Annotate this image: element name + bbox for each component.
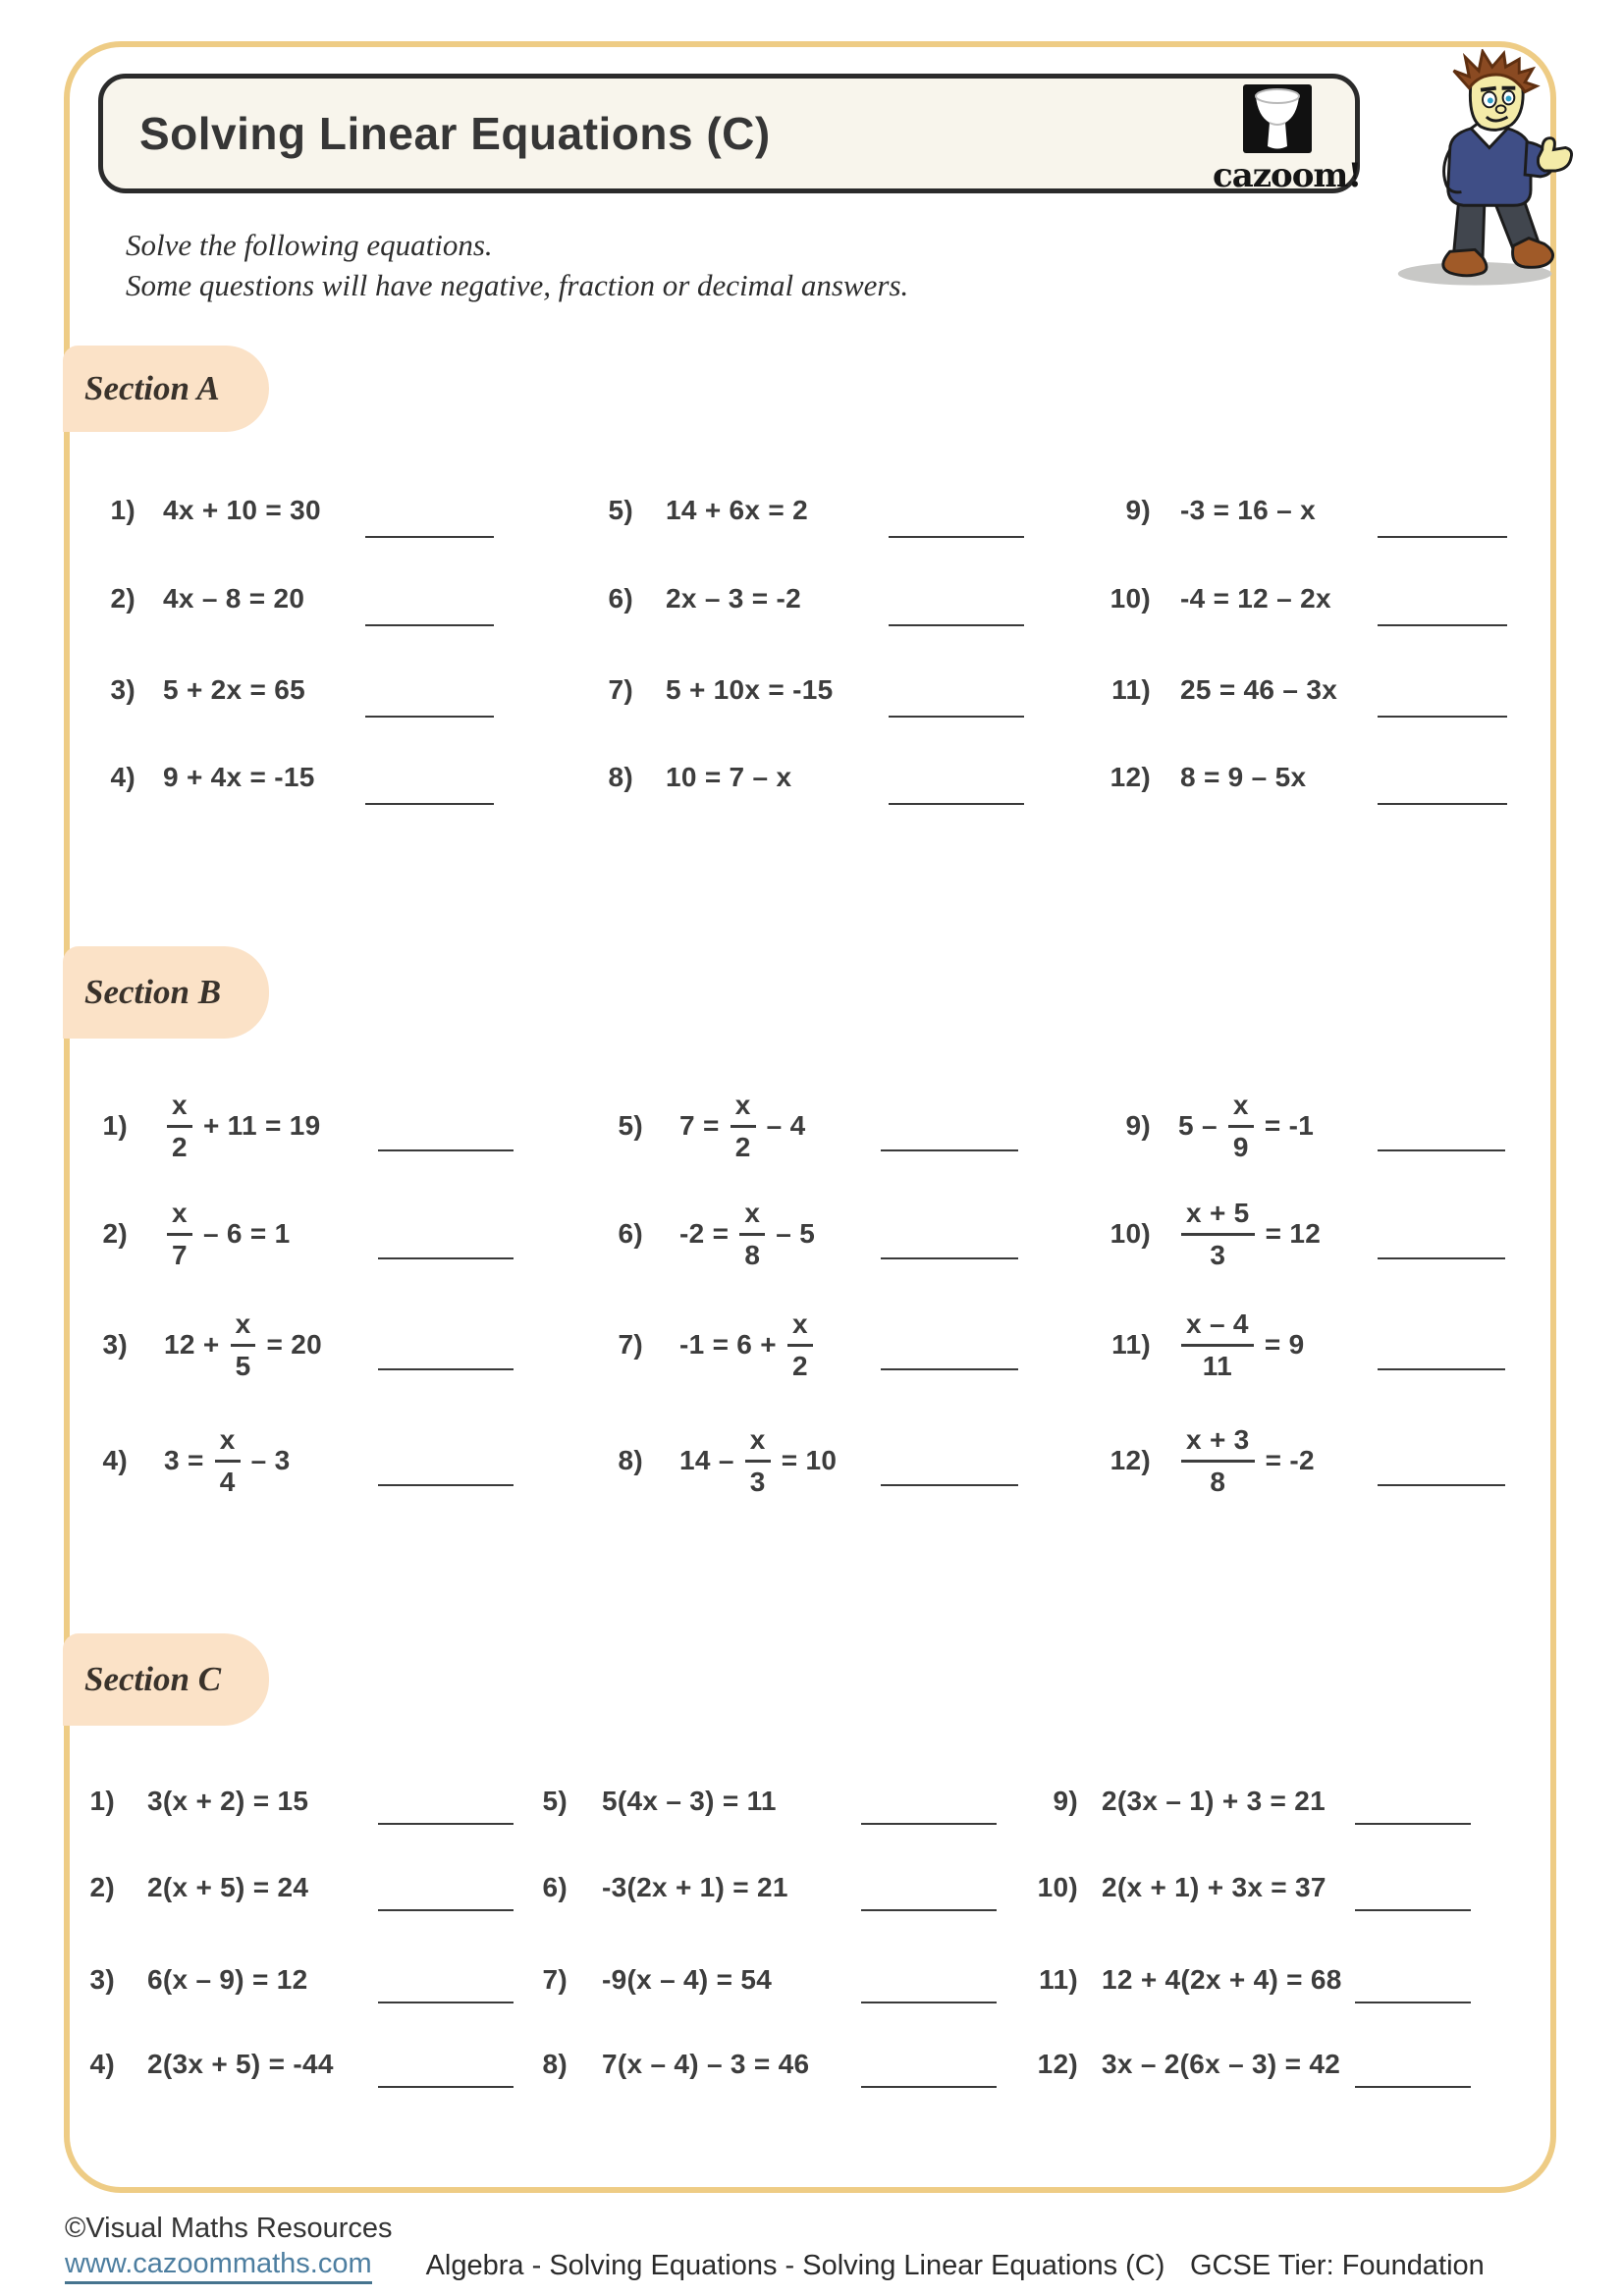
equation-text: 2x – 3 = -2 — [666, 583, 801, 614]
equation — [163, 674, 305, 706]
question-c-2 — [27, 1863, 308, 1912]
fraction-denominator: 4 — [219, 1466, 236, 1497]
answer-line — [378, 1484, 514, 1486]
question-c-10 — [990, 1863, 1326, 1912]
equation — [679, 1309, 816, 1380]
fraction-numerator: x — [1228, 1091, 1254, 1127]
answer-line — [881, 1368, 1018, 1370]
fraction-numerator: x + 3 — [1181, 1425, 1255, 1462]
answer-line — [889, 624, 1024, 626]
equation-text: 4x – 8 = 20 — [163, 583, 305, 614]
instructions — [126, 225, 908, 305]
question-number: 9) — [1125, 495, 1151, 525]
answer-line — [889, 536, 1024, 538]
equation — [147, 1786, 308, 1817]
question-number: 1) — [89, 1786, 115, 1816]
fraction-numerator: x — [745, 1425, 771, 1462]
footer-breadcrumb: Algebra - Solving Equations - Solving Linear Equations (C) — [425, 2250, 1165, 2281]
fraction-denominator: 7 — [172, 1239, 188, 1270]
footer-copyright: ©Visual Maths Resources — [65, 2213, 393, 2244]
equation-text: 14 + 6x = 2 — [666, 495, 808, 525]
question-c-12 — [990, 2040, 1340, 2089]
question-number: 4) — [110, 762, 135, 792]
question-a-1 — [47, 486, 321, 535]
question-b-2 — [39, 1188, 290, 1280]
fraction-numerator: x — [167, 1199, 192, 1235]
question-b-5 — [555, 1080, 805, 1172]
fraction — [1181, 1199, 1255, 1269]
answer-line — [365, 536, 494, 538]
question-number: 5) — [542, 1786, 568, 1816]
equation — [1102, 1786, 1326, 1817]
answer-line — [1378, 803, 1507, 805]
equation-text: + 11 = 19 — [194, 1110, 321, 1141]
question-number: 2) — [110, 583, 135, 614]
equation — [666, 674, 833, 706]
equation — [602, 1872, 788, 1903]
question-number: 7) — [542, 1964, 568, 1995]
answer-line — [378, 1368, 514, 1370]
equation — [1178, 1309, 1304, 1380]
equation — [602, 2049, 809, 2080]
question-number: 2) — [89, 1872, 115, 1902]
question-c-8 — [479, 2040, 809, 2089]
question-a-11 — [1062, 666, 1337, 715]
question-c-1 — [27, 1777, 308, 1826]
fraction-denominator: 11 — [1202, 1350, 1232, 1381]
answer-line — [881, 1257, 1018, 1259]
fraction-denominator: 8 — [1210, 1466, 1226, 1497]
fraction-denominator: 3 — [1210, 1239, 1226, 1270]
fraction-denominator: 8 — [744, 1239, 761, 1270]
equation — [164, 1425, 290, 1496]
question-number: 2) — [102, 1218, 128, 1249]
fraction-numerator: x + 5 — [1181, 1199, 1255, 1235]
question-number: 1) — [110, 495, 135, 525]
cazoom-logo — [1213, 84, 1362, 195]
equation-text: – 6 = 1 — [194, 1218, 291, 1249]
question-a-8 — [545, 753, 791, 802]
equation-text: 25 = 46 – 3x — [1180, 674, 1338, 705]
equation-text: 14 – — [679, 1445, 742, 1475]
equation-text: = 20 — [258, 1329, 322, 1360]
fraction — [739, 1199, 765, 1269]
question-number: 11) — [1111, 1329, 1151, 1360]
equation-text: 5(4x – 3) = 11 — [602, 1786, 777, 1816]
equation-text: 8 = 9 – 5x — [1180, 762, 1307, 792]
mascot-boy-illustration — [1386, 49, 1579, 291]
equation-text: – 3 — [243, 1445, 291, 1475]
answer-line — [378, 1257, 514, 1259]
fraction — [1181, 1309, 1254, 1380]
fraction-numerator: x — [167, 1091, 192, 1127]
equation-text: 2(x + 1) + 3x = 37 — [1102, 1872, 1326, 1902]
equation-text: 3 = — [164, 1445, 212, 1475]
answer-line — [861, 1909, 997, 1911]
question-number: 9) — [1053, 1786, 1078, 1816]
answer-line — [365, 624, 494, 626]
question-number: 8) — [608, 762, 633, 792]
equation — [666, 762, 791, 793]
section-c-label: Section C — [63, 1633, 269, 1726]
equation — [147, 1964, 307, 1996]
question-a-4 — [47, 753, 315, 802]
equation-text: -3(2x + 1) = 21 — [602, 1872, 788, 1902]
question-c-6 — [479, 1863, 788, 1912]
question-b-6 — [555, 1188, 815, 1280]
equation — [1178, 1425, 1315, 1496]
answer-line — [1355, 1909, 1471, 1911]
fraction-denominator: 2 — [734, 1131, 751, 1162]
equation-text: 10 = 7 – x — [666, 762, 792, 792]
equation — [163, 762, 315, 793]
page-title: Solving Linear Equations (C) — [139, 108, 771, 159]
equation-text: 5 + 2x = 65 — [163, 674, 305, 705]
answer-line — [861, 1823, 997, 1825]
equation-text: – 4 — [758, 1110, 806, 1141]
answer-line — [1355, 2086, 1471, 2088]
equation — [1178, 1091, 1314, 1161]
question-number: 12) — [1037, 2049, 1078, 2079]
answer-line — [1378, 1257, 1505, 1259]
question-number: 3) — [110, 674, 135, 705]
equation-text: 2(3x – 1) + 3 = 21 — [1102, 1786, 1326, 1816]
question-number: 11) — [1111, 674, 1151, 705]
question-number: 10) — [1110, 583, 1151, 614]
question-number: 10) — [1110, 1218, 1151, 1249]
equation-text: 2(x + 5) = 24 — [147, 1872, 309, 1902]
equation — [679, 1425, 837, 1496]
equation-text: 12 + — [164, 1329, 228, 1360]
answer-line — [1355, 2002, 1471, 2003]
fraction-denominator: 9 — [1232, 1131, 1249, 1162]
equation — [147, 1872, 308, 1903]
fraction — [167, 1091, 192, 1161]
answer-line — [1378, 716, 1507, 718]
equation-text: 9 + 4x = -15 — [163, 762, 315, 792]
logo-wordmark: cazoom! — [1213, 156, 1362, 195]
question-a-12 — [1062, 753, 1306, 802]
equation — [666, 583, 801, 614]
fraction-numerator: x — [787, 1309, 813, 1346]
equation — [1180, 495, 1316, 526]
answer-line — [1378, 624, 1507, 626]
question-number: 5) — [618, 1110, 643, 1141]
equation — [602, 1786, 777, 1817]
fraction-denominator: 2 — [172, 1131, 188, 1162]
equation — [163, 583, 304, 614]
equation — [1102, 1872, 1326, 1903]
equation-text: – 5 — [768, 1218, 816, 1249]
fraction — [731, 1091, 756, 1161]
equation — [163, 495, 321, 526]
equation — [1102, 1964, 1342, 1996]
equation — [679, 1091, 805, 1161]
fraction-denominator: 3 — [749, 1466, 766, 1497]
equation-text: -2 = — [679, 1218, 737, 1249]
question-b-8 — [555, 1415, 837, 1507]
equation — [602, 1964, 772, 1996]
fraction-numerator: x — [215, 1425, 241, 1462]
question-number: 4) — [89, 2049, 115, 2079]
question-number: 7) — [608, 674, 633, 705]
question-a-3 — [47, 666, 305, 715]
question-number: 4) — [102, 1445, 128, 1475]
fraction-denominator: 5 — [235, 1350, 251, 1381]
section-b-label: Section B — [63, 946, 269, 1039]
fraction — [1181, 1425, 1255, 1496]
djembe-drum-icon — [1243, 84, 1312, 155]
question-number: 8) — [618, 1445, 643, 1475]
equation — [164, 1091, 320, 1161]
equation — [666, 495, 808, 526]
question-number: 9) — [1125, 1110, 1151, 1141]
question-b-7 — [555, 1299, 816, 1391]
equation-text: 6(x – 9) = 12 — [147, 1964, 308, 1995]
title-box — [98, 74, 1360, 193]
equation — [164, 1199, 290, 1269]
fraction — [215, 1425, 241, 1496]
equation-text: -1 = 6 + — [679, 1329, 785, 1360]
question-a-5 — [545, 486, 808, 535]
answer-line — [881, 1149, 1018, 1151]
instructions-line-2: Some questions will have negative, fraction or decimal answers. — [126, 268, 909, 302]
equation — [1178, 1199, 1321, 1269]
equation-text: 7 = — [679, 1110, 728, 1141]
answer-line — [365, 716, 494, 718]
question-number: 3) — [102, 1329, 128, 1360]
question-b-1 — [39, 1080, 320, 1172]
answer-line — [881, 1484, 1018, 1486]
question-c-7 — [479, 1955, 772, 2004]
equation-text: 5 – — [1178, 1110, 1225, 1141]
equation-text: = -1 — [1256, 1110, 1315, 1141]
fraction — [167, 1199, 192, 1269]
fraction — [231, 1309, 256, 1380]
question-number: 10) — [1037, 1872, 1078, 1902]
answer-line — [1378, 1484, 1505, 1486]
fraction-denominator: 2 — [792, 1350, 808, 1381]
fraction — [745, 1425, 771, 1496]
question-number: 7) — [618, 1329, 643, 1360]
equation-text: 4x + 10 = 30 — [163, 495, 321, 525]
question-b-4 — [39, 1415, 290, 1507]
instructions-line-1: Solve the following equations. — [126, 228, 493, 262]
answer-line — [365, 803, 494, 805]
fraction — [1228, 1091, 1254, 1161]
answer-line — [861, 2086, 997, 2088]
question-a-6 — [545, 574, 801, 623]
question-a-9 — [1062, 486, 1316, 535]
answer-line — [1378, 536, 1507, 538]
answer-line — [889, 716, 1024, 718]
footer-tier: GCSE Tier: Foundation — [1190, 2250, 1485, 2281]
equation-text: = 10 — [773, 1445, 838, 1475]
question-number: 11) — [1039, 1964, 1078, 1995]
fraction — [787, 1309, 813, 1380]
question-c-5 — [479, 1777, 777, 1826]
equation-text: = -2 — [1257, 1445, 1315, 1475]
answer-line — [1378, 1368, 1505, 1370]
question-number: 1) — [102, 1110, 128, 1141]
question-a-7 — [545, 666, 833, 715]
equation-text: 12 + 4(2x + 4) = 68 — [1102, 1964, 1342, 1995]
question-c-11 — [990, 1955, 1342, 2004]
equation — [1102, 2049, 1340, 2080]
question-b-3 — [39, 1299, 322, 1391]
equation — [1180, 762, 1306, 793]
equation — [1180, 583, 1331, 614]
answer-line — [861, 2002, 997, 2003]
question-b-9 — [1062, 1080, 1314, 1172]
equation-text: 3(x + 2) = 15 — [147, 1786, 309, 1816]
question-number: 12) — [1110, 762, 1151, 792]
fraction-numerator: x – 4 — [1181, 1309, 1254, 1346]
equation-text: = 12 — [1257, 1218, 1322, 1249]
question-a-10 — [1062, 574, 1331, 623]
footer-website-link[interactable]: www.cazoommaths.com — [65, 2248, 372, 2284]
fraction-numerator: x — [231, 1309, 256, 1346]
equation-text: = 9 — [1256, 1329, 1305, 1360]
question-a-2 — [47, 574, 304, 623]
question-number: 6) — [542, 1872, 568, 1902]
equation-text: 5 + 10x = -15 — [666, 674, 834, 705]
question-number: 6) — [618, 1218, 643, 1249]
fraction-numerator: x — [731, 1091, 756, 1127]
equation-text: 7(x – 4) – 3 = 46 — [602, 2049, 810, 2079]
question-c-3 — [27, 1955, 307, 2004]
answer-line — [378, 1149, 514, 1151]
question-number: 8) — [542, 2049, 568, 2079]
question-b-12 — [1062, 1415, 1315, 1507]
equation-text: -4 = 12 – 2x — [1180, 583, 1331, 614]
equation-text: -9(x – 4) = 54 — [602, 1964, 773, 1995]
question-c-4 — [27, 2040, 334, 2089]
equation-text: 3x – 2(6x – 3) = 42 — [1102, 2049, 1341, 2079]
question-number: 12) — [1110, 1445, 1151, 1475]
question-number: 5) — [608, 495, 633, 525]
fraction-numerator: x — [739, 1199, 765, 1235]
answer-line — [1378, 1149, 1505, 1151]
equation — [679, 1199, 815, 1269]
answer-line — [1355, 1823, 1471, 1825]
equation — [164, 1309, 322, 1380]
answer-line — [889, 803, 1024, 805]
question-c-9 — [990, 1777, 1326, 1826]
equation-text: -3 = 16 – x — [1180, 495, 1316, 525]
equation — [1180, 674, 1337, 706]
question-number: 3) — [89, 1964, 115, 1995]
question-b-10 — [1062, 1188, 1321, 1280]
section-a-label: Section A — [63, 346, 269, 432]
equation — [147, 2049, 334, 2080]
question-number: 6) — [608, 583, 633, 614]
question-b-11 — [1062, 1299, 1304, 1391]
equation-text: 2(3x + 5) = -44 — [147, 2049, 334, 2079]
